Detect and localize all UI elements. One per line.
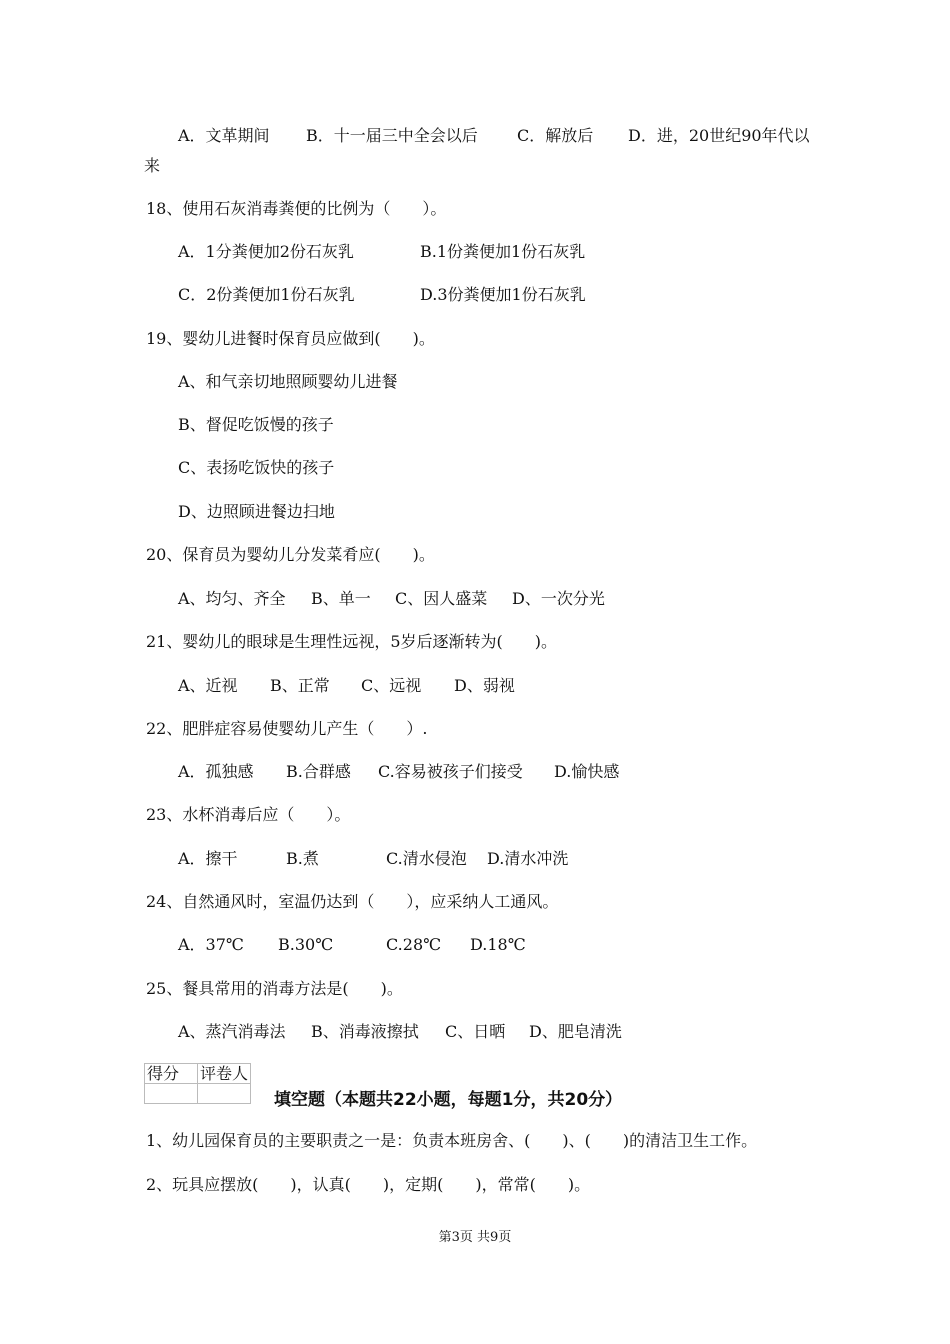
q20-option-d: D、一次分光 — [512, 589, 605, 608]
q17-option-c: C．解放后 — [517, 126, 594, 145]
grader-cell — [198, 1084, 251, 1104]
q20-option-b: B、单一 — [311, 589, 371, 608]
q24-option-a: A．37℃ — [178, 935, 244, 954]
q21-option-c: C、远视 — [361, 676, 422, 695]
fill-question-1: 1、幼儿园保育员的主要职责之一是：负责本班房舍、( )、( )的清洁卫生工作。 — [146, 1131, 758, 1150]
grader-label: 评卷人 — [198, 1064, 251, 1084]
q24-stem: 24、自然通风时，室温仍达到（ ），应采纳人工通风。 — [146, 892, 559, 911]
q22-option-a: A．孤独感 — [178, 762, 254, 781]
q25-option-c: C、日晒 — [445, 1022, 506, 1041]
q25-option-b: B、消毒液擦拭 — [311, 1022, 419, 1041]
q18-stem: 18、使用石灰消毒粪便的比例为（ ）。 — [146, 199, 447, 218]
q23-option-a: A．擦干 — [178, 849, 238, 868]
q18-option-d: D.3份粪便加1份石灰乳 — [420, 285, 586, 304]
fill-question-2: 2、玩具应摆放( )，认真( )，定期( )，常常( )。 — [146, 1175, 591, 1194]
q17-option-a: A．文革期间 — [178, 126, 270, 145]
q19-option-c: C、表扬吃饭快的孩子 — [178, 458, 335, 477]
q22-option-d: D.愉快感 — [554, 762, 620, 781]
q19-stem: 19、婴幼儿进餐时保育员应做到( )。 — [146, 329, 435, 348]
q21-stem: 21、婴幼儿的眼球是生理性远视，5岁后逐渐转为( )。 — [146, 632, 558, 651]
q20-option-a: A、均匀、齐全 — [178, 589, 286, 608]
q17-option-b: B．十一届三中全会以后 — [306, 126, 478, 145]
q24-option-d: D.18℃ — [470, 935, 526, 954]
q18-option-b: B.1份粪便加1份石灰乳 — [420, 242, 586, 261]
q22-stem: 22、肥胖症容易使婴幼儿产生（ ）. — [146, 719, 428, 738]
q23-option-b: B.煮 — [286, 849, 319, 868]
q17-option-d-continuation: 来 — [144, 156, 161, 175]
score-cell — [145, 1084, 198, 1104]
q21-option-d: D、弱视 — [454, 676, 515, 695]
q21-option-a: A、近视 — [178, 676, 238, 695]
q24-option-c: C.28℃ — [386, 935, 442, 954]
score-label: 得分 — [145, 1064, 198, 1084]
q18-option-c: C．2份粪便加1份石灰乳 — [178, 285, 355, 304]
q20-stem: 20、保育员为婴幼儿分发菜肴应( )。 — [146, 545, 435, 564]
q25-stem: 25、餐具常用的消毒方法是( )。 — [146, 979, 403, 998]
score-box — [144, 1063, 251, 1104]
q18-option-a: A．1分粪便加2份石灰乳 — [178, 242, 354, 261]
q23-stem: 23、水杯消毒后应（ ）。 — [146, 805, 351, 824]
q25-option-d: D、肥皂清洗 — [529, 1022, 622, 1041]
q25-option-a: A、蒸汽消毒法 — [178, 1022, 286, 1041]
q22-option-c: C.容易被孩子们接受 — [378, 762, 523, 781]
q23-option-d: D.清水冲洗 — [487, 849, 569, 868]
q19-option-a: A、和气亲切地照顾婴幼儿进餐 — [178, 372, 398, 391]
q19-option-d: D、边照顾进餐边扫地 — [178, 502, 335, 521]
q21-option-b: B、正常 — [270, 676, 330, 695]
q23-option-c: C.清水侵泡 — [386, 849, 467, 868]
q20-option-c: C、因人盛菜 — [395, 589, 488, 608]
section-title: 填空题（本题共22小题，每题1分，共20分） — [274, 1090, 623, 1110]
q22-option-b: B.合群感 — [286, 762, 351, 781]
q19-option-b: B、督促吃饭慢的孩子 — [178, 415, 334, 434]
page-footer: 第3页 共9页 — [438, 1230, 512, 1245]
q24-option-b: B.30℃ — [278, 935, 334, 954]
q17-option-d: D．进，20世纪90年代以 — [628, 126, 810, 145]
